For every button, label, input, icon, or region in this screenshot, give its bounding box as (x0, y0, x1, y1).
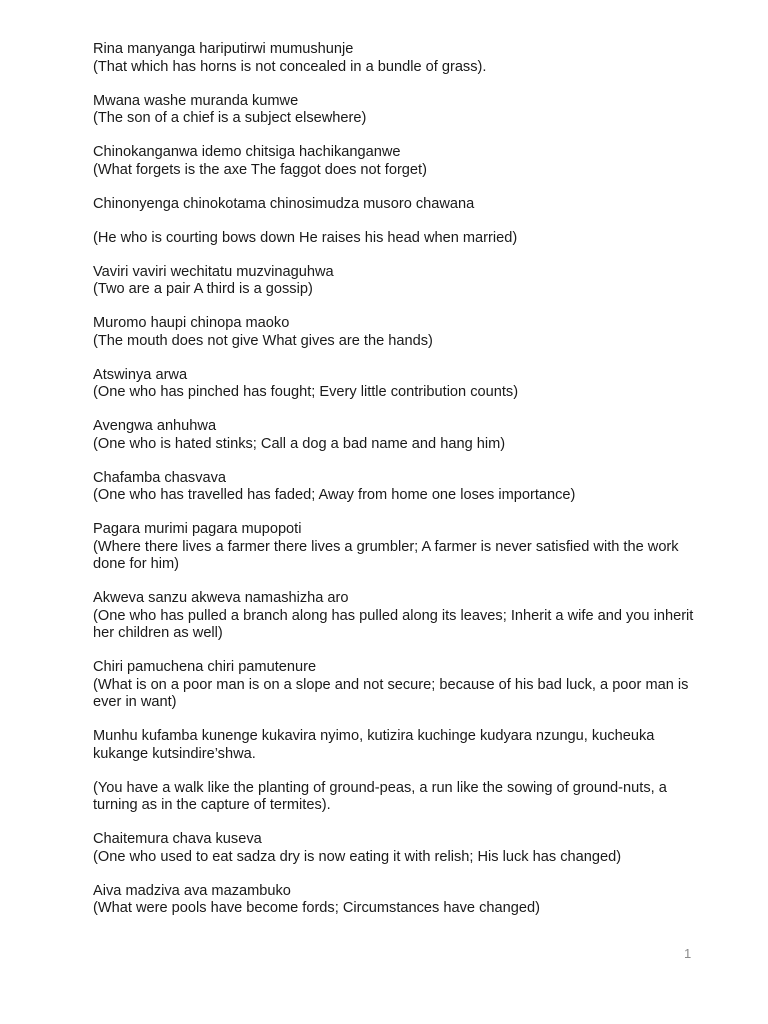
proverb-entry (93, 521, 703, 574)
proverb-meaning: (What forgets is the axe The faggot does not forget) (93, 161, 427, 178)
proverb-entry (93, 367, 703, 402)
proverb-entry (93, 883, 703, 918)
proverb-meaning: (The mouth does not give What gives are the hands) (93, 332, 433, 349)
proverb-text: Chafamba chasvava (93, 469, 227, 486)
proverb-entry (93, 728, 703, 815)
proverb-text: Chinokanganwa idemo chitsiga hachikanganwe (93, 144, 401, 160)
proverb-text: Chiri pamuchena chiri pamutenure (93, 659, 317, 675)
proverb-meaning: (One who has pinched has fought; Every little contribution counts) (93, 384, 519, 400)
proverb-meaning: (Two are a pair A third is a gossip) (93, 281, 313, 297)
proverb-entry (93, 144, 703, 179)
proverb-text: Muromo haupi chinopa maoko (93, 315, 290, 331)
proverb-text: Avengwa anhuhwa (93, 418, 217, 434)
proverb-meaning: (Where there lives a farmer there lives a grumbler; A farmer is never satisfied with the work done for him) (93, 538, 679, 572)
proverb-text: Rina manyanga hariputirwi mumushunje (93, 41, 354, 57)
proverb-meaning: (One who has pulled a branch along has pulled along its leaves; Inherit a wife and you inherit her children as well) (93, 607, 694, 641)
proverb-meaning: (What were pools have become fords; Circumstances have changed) (93, 900, 540, 916)
proverb-text: Aiva madziva ava mazambuko (93, 882, 291, 899)
proverb-entry (93, 93, 703, 128)
proverb-entry (93, 470, 703, 505)
proverb-entry (93, 264, 703, 299)
proverb-text: Vaviri vaviri wechitatu muzvinaguhwa (93, 263, 334, 280)
proverb-meaning: (One who has travelled has faded; Away from home one loses importance) (93, 487, 576, 503)
document-page (93, 41, 703, 934)
proverb-entry (93, 41, 703, 76)
proverb-text: Mwana washe muranda kumwe (93, 92, 299, 109)
proverb-text: Chinonyenga chinokotama chinosimudza musoro chawana (93, 195, 475, 212)
proverb-entry (93, 315, 703, 350)
proverb-text: Chaitemura chava kuseva (93, 831, 262, 847)
proverb-meaning: (He who is courting bows down He raises his head when married) (93, 229, 518, 246)
proverb-entry (93, 418, 703, 453)
proverb-text: Pagara murimi pagara mupopoti (93, 521, 302, 537)
proverb-meaning: (One who is hated stinks; Call a dog a bad name and hang him) (93, 435, 506, 452)
proverb-entry (93, 196, 703, 248)
proverb-text: Munhu kufamba kunenge kukavira nyimo, kutizira kuchinge kudyara nzungu, kucheuka kukange kutsindire’shwa. (93, 728, 655, 762)
proverb-meaning: (That which has horns is not concealed in a bundle of grass). (93, 58, 487, 75)
proverb-entry (93, 659, 703, 712)
page-number: 1 (684, 946, 692, 961)
proverb-meaning: (What is on a poor man is on a slope and not secure; because of his bad luck, a poor man is ever in want) (93, 676, 689, 710)
proverb-meaning: (One who used to eat sadza dry is now eating it with relish; His luck has changed) (93, 848, 622, 865)
proverb-meaning: (You have a walk like the planting of ground-peas, a run like the sowing of ground-nuts, a turning as in the capture of termites). (93, 779, 667, 813)
proverb-text: Atswinya arwa (93, 366, 188, 383)
proverb-meaning: (The son of a chief is a subject elsewhere) (93, 110, 367, 126)
proverb-entry (93, 590, 703, 643)
proverb-text: Akweva sanzu akweva namashizha aro (93, 590, 349, 606)
proverb-entry (93, 831, 703, 866)
